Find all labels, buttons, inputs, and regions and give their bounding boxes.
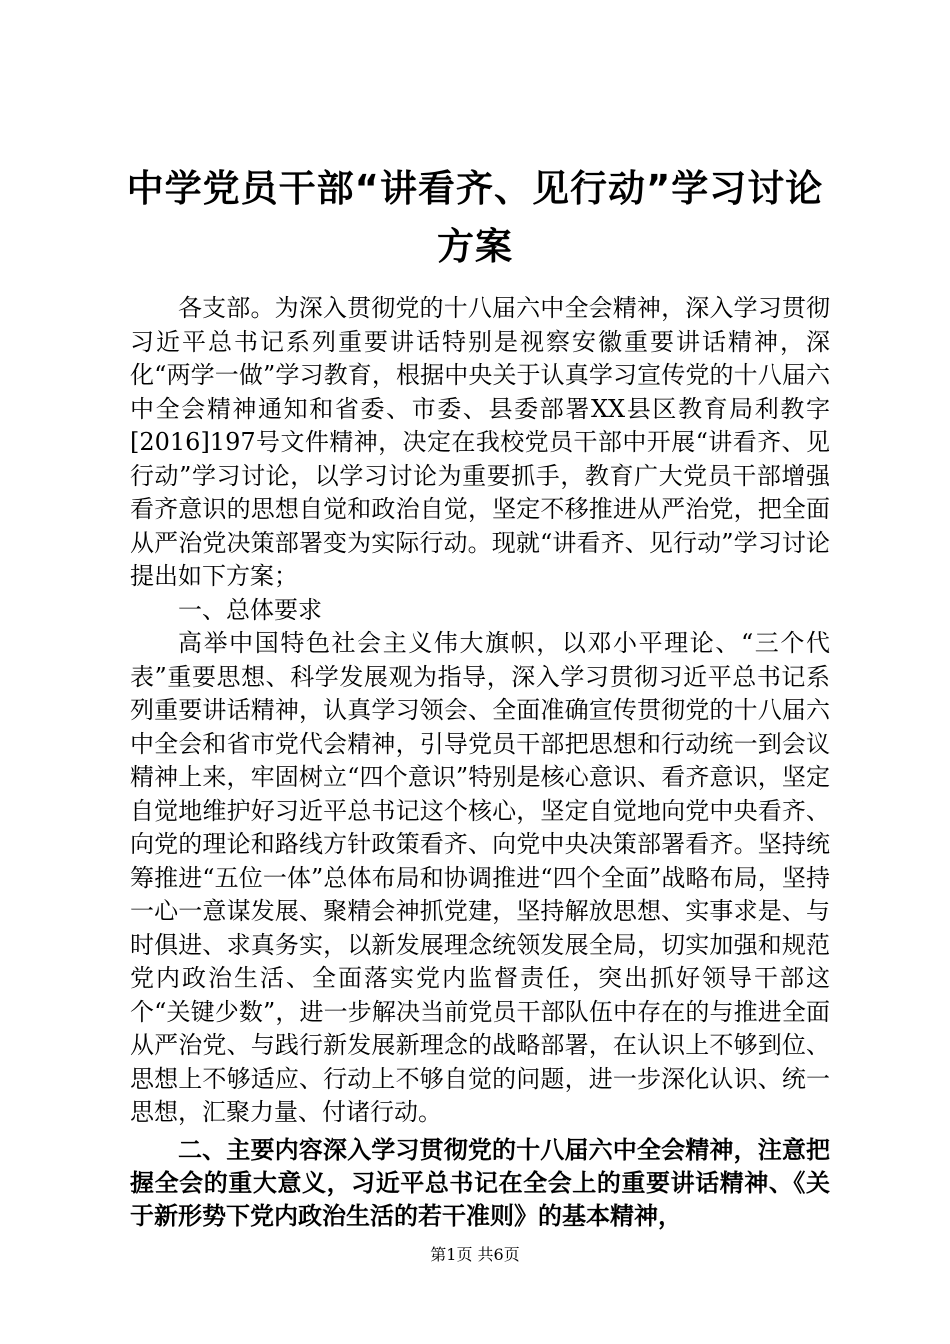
- section2-paragraph: 二、主要内容深入学习贯彻党的十八届六中全会精神，注意把握全会的重大意义，习近平总书记在全会上的重要讲话精神、《关于新形势下党内政治生活的若干准则》的基本精神，: [130, 1135, 830, 1230]
- section1-heading: 一、总体要求: [178, 595, 322, 624]
- intro-paragraph: 各支部。为深入贯彻党的十八届六中全会精神，深入学习贯彻习近平总书记系列重要讲话特别是视察安徽重要讲话精神，深化“两学一做”学习教育，根据中央关于认真学习宣传党的十八届六中全会精神通知和省委、市委、县委部署XX县区教育局利教字[2016]197号文件精神，决定在我校党员干部中开展“讲看齐、见行动”学习讨论，以学习讨论为重要抓手，教育广大党员干部增强看齐意识的思想自觉和政治自觉，坚定不移推进从严治党，把全面从严治党决策部署变为实际行动。现就“讲看齐、见行动”学习讨论提出如下方案；: [130, 294, 830, 590]
- page-footer: 第1页 共6页: [430, 1245, 520, 1264]
- document-body: [130, 292, 830, 1233]
- section1-paragraph: 高举中国特色社会主义伟大旗帜，以邓小平理论、“三个代表”重要思想、科学发展观为指导，深入学习贯彻习近平总书记系列重要讲话精神，认真学习领会、全面准确宣传贯彻党的十八届六中全会和省市党代会精神，引导党员干部把思想和行动统一到会议精神上来，牢固树立“四个意识”特别是核心意识、看齐意识，坚定自觉地维护好习近平总书记这个核心，坚定自觉地向党中央看齐、向党的理论和路线方针政策看齐、向党中央决策部署看齐。坚持统筹推进“五位一体”总体布局和协调推进“四个全面”战略布局，坚持一心一意谋发展、聚精会神抓党建，坚持解放思想、实事求是、与时俱进、求真务实，以新发展理念统领发展全局，切实加强和规范党内政治生活、全面落实党内监督责任，突出抓好领导干部这个“关键少数”，进一步解决当前党员干部队伍中存在的与推进全面从严治党、与践行新发展新理念的战略部署，在认识上不够到位、思想上不够适应、行动上不够自觉的问题，进一步深化认识、统一思想，汇聚力量、付诸行动。: [130, 629, 830, 1126]
- document-title: 中学党员干部“讲看齐、见行动”学习讨论方案: [126, 167, 824, 268]
